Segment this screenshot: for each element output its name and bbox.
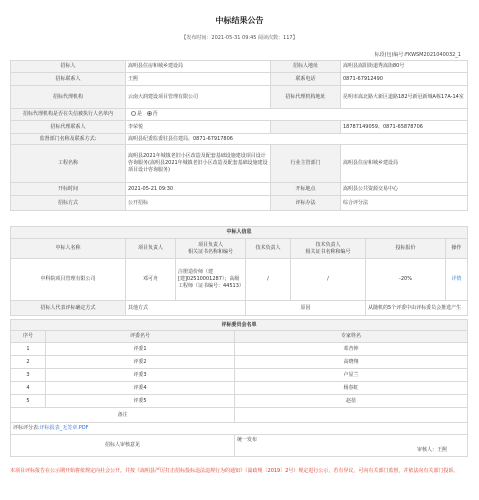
label-supervision: 监督部门名称及联系方式: <box>11 134 126 145</box>
value-open-time: 2021-05-21 09:30 <box>126 183 271 196</box>
publish-meta: 【发布时间：2021-05-31 09:45 阅读次数：117】 <box>181 35 298 41</box>
winner-col-tech: 技术负责人 <box>246 239 291 259</box>
winner-section-title: 中标人信息 <box>11 227 468 239</box>
committee-col-no: 序号 <box>11 331 46 343</box>
winner-row <box>11 259 468 301</box>
committee-name: 卢显兰 <box>235 369 468 382</box>
winner-name: 中科院项目管理有限公司 <box>11 259 126 301</box>
committee-col-code: 评委名号 <box>46 331 235 343</box>
committee-code: 评委4 <box>46 382 235 395</box>
value-supervision: 嵩明县纪委监委驻县住建局、0871-67917806 <box>126 134 468 145</box>
winner-col-action: 操作 <box>446 239 468 259</box>
section-code: 标段(包)编号:FKWSM2021040032_1 <box>374 52 461 58</box>
value-agency-address: 昆明市嵩北路大新区道路182号新冠新城A栋17A-14室 <box>341 86 468 109</box>
winner-col-name: 中标人名称 <box>11 239 126 259</box>
winner-col-pm: 项目负责人 <box>126 239 176 259</box>
label-method: 招标方式 <box>11 196 126 211</box>
opinion-text: 统一发布 <box>237 437 258 443</box>
label-project-name: 工程名称 <box>11 145 126 183</box>
blacklist-radio-group <box>126 109 468 121</box>
label-rep-method: 招标人代表评标确定方式 <box>11 301 126 316</box>
value-tenderer-address: 嵩明县嵩阳街道秀嵩街80号 <box>341 61 468 73</box>
table-row <box>11 369 468 382</box>
committee-section-title: 评标委员会名单 <box>11 320 468 331</box>
label-open-place: 开标地点 <box>271 183 341 196</box>
committee-name: 邓杏钟 <box>235 343 468 356</box>
winner-pm: 邓可舟 <box>126 259 176 301</box>
basic-info-table <box>10 60 468 211</box>
label-authority: 行业主管部门 <box>271 145 341 183</box>
report-label: 评标评分表: <box>13 425 40 431</box>
label-agency: 招标代理机构 <box>11 86 126 109</box>
label-blacklist: 招标代理机构是否在失信被执行人名单内 <box>11 109 126 121</box>
label-tenderer-address: 招标人地址 <box>271 61 341 73</box>
value-method: 公开招标 <box>126 196 271 211</box>
winner-col-price: 投标报价 <box>366 239 446 259</box>
winner-cert: 注册造价师（建[建]02510001287）；高级工程师（证书编号：44513） <box>176 259 246 301</box>
value-remark <box>235 408 468 423</box>
label-opinion: 招标人审核意见 <box>11 435 235 457</box>
opinion-cell <box>235 435 468 457</box>
winner-tech: / <box>246 259 291 301</box>
committee-no: 4 <box>11 382 46 395</box>
label-agency-address: 招标代理机构地址 <box>271 86 341 109</box>
value-contact: 王熙 <box>126 73 271 86</box>
value-agency-phone: 18787149059、0871-65878706 <box>341 121 468 134</box>
committee-no: 2 <box>11 356 46 369</box>
label-phone: 联系电话 <box>271 73 341 86</box>
table-row <box>11 395 468 408</box>
value-open-place: 嵩明县公共资源交易中心 <box>341 183 468 196</box>
table-row <box>11 343 468 356</box>
label-agency-contact: 招标代理联系人 <box>11 121 126 134</box>
committee-code: 评委3 <box>46 369 235 382</box>
table-row <box>11 356 468 369</box>
winner-detail-link[interactable]: 详情 <box>446 259 468 301</box>
winner-tech-cert: / <box>291 259 366 301</box>
value-authority: 嵩明县住房和城乡建设局 <box>341 145 468 183</box>
committee-name: 高晓翔 <box>235 356 468 369</box>
value-reason: 从随机的5个评委中由评标委员会推选产生 <box>366 301 468 316</box>
committee-col-name: 专家姓名 <box>235 331 468 343</box>
committee-code: 评委5 <box>46 395 235 408</box>
table-row <box>11 382 468 395</box>
committee-no: 3 <box>11 369 46 382</box>
committee-code: 评委2 <box>46 356 235 369</box>
label-reason: 原因 <box>246 301 366 316</box>
opinion-auditor: 审核人：王熙 <box>417 447 448 453</box>
page-title: 中标结果公告 <box>215 16 264 25</box>
value-rep-method: 其他方式 <box>126 301 246 316</box>
value-tenderer: 嵩明县住房和城乡建设局 <box>126 61 271 73</box>
label-remark: 备注 <box>11 408 235 423</box>
footer-notice: 本项目评标报告在公示期开始将依规定向社会公开。并按《嵩明县严厉打击招标投标违法违规行为的通知》（嵩政规〔2019〕2号）规定进行公示，若有异议，可向有关部门监督，并依法向有关部门投诉。 <box>10 468 459 474</box>
value-agency-contact: 李荣悦 <box>126 121 271 134</box>
radio-no[interactable] <box>147 111 152 116</box>
radio-yes-label: 是 <box>137 111 143 117</box>
value-agency: 云南大润建设项目管理有限公司 <box>126 86 271 109</box>
winner-col-tech-cert: 技术负责人 相关证书名称和编号 <box>291 239 366 259</box>
winner-table <box>10 226 468 316</box>
committee-code: 评委1 <box>46 343 235 356</box>
label-open-time: 开标时间 <box>11 183 126 196</box>
committee-no: 5 <box>11 395 46 408</box>
radio-no-label: 否 <box>152 111 158 117</box>
winner-col-pm-cert: 项目负责人 相关证书名称和编号 <box>176 239 246 259</box>
committee-name: 赵蓓 <box>235 395 468 408</box>
label-tenderer: 招标人 <box>11 61 126 73</box>
value-phone: 0871-67912490 <box>341 73 468 86</box>
committee-table <box>10 319 468 457</box>
value-project-name: 嵩明县2021年城镇老旧小区改造及配套基础设施建设项目设计咨询服务(嵩明县2021年城镇老旧小区改造及配套基础设施建设项目设计咨询服务) <box>126 145 271 183</box>
radio-yes[interactable] <box>131 111 136 116</box>
winner-price: -20% <box>366 259 446 301</box>
label-agency-phone <box>271 121 341 134</box>
report-pdf-link[interactable]: 评标报表_无签章.PDF <box>39 425 89 431</box>
report-row <box>11 423 468 435</box>
label-contact: 招标联系人 <box>11 73 126 86</box>
value-eval-method: 综合评分法 <box>341 196 468 211</box>
committee-no: 1 <box>11 343 46 356</box>
committee-name: 杨春虹 <box>235 382 468 395</box>
label-eval-method: 评标办法 <box>271 196 341 211</box>
